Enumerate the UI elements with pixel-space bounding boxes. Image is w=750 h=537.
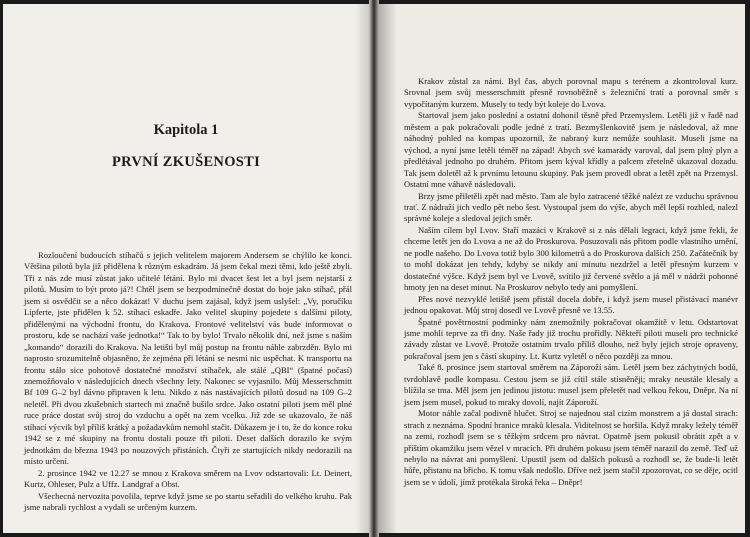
paragraph: Rozloučení budoucích stíhačů s jejich velitelem majorem Andersem se chýlilo ke konci. Většina pilotů byla již přidělena k různým eskadrám. Já jsem čekal mezi těmi, kdo ještě zbyli. Tři z nás zde musí zůstat jako učitelé létání. Bylo mi dvacet šest let a byl jsem nejstarší z pilotů. Musím to být proto já?! Chtěl jsem se bezpodmínečně dostat do boje jako stíhač, přál jsem si osvědčit se a něco dokázat! V duchu jsem zajásal, když jsem uslyšel: „Vy, poručíku Lipferte, jste přidělen k 52. stíhací eskadře. Jako velitel skupiny pojedete s dalšími piloty, přidělenými na východní frontu, do Krakova. Frontové velitelství vás bude informovat o prostoru, kde se nachází vaše jednotka!“ Tak to by bylo! Trvalo několik dní, než jsme s naším „komando“ dorazili do Krakova. Na letišti byl můj postup na frontu náhle zabrzděn. Bylo mi naprosto srozumitelně objasněno, že zejména při létání se nesmí nic uspěchat. K transportu na frontu stálo sice pohotově dostatečné množství stíhaček, ale stálé „QBI“ (špatné počasí) znemožňovalo v následujících dnech všechny lety. Nakonec se vyjasnilo. Můj Messerschmitt Bf 109 G–2 byl dávno připraven k letu. Nikdo z nás nastávajících pilotů dosud na 109 G–2 neletěl. Při dvou zkušebních startech mi značně bušilo srdce. Jako ostatní piloti jsem měl plné ruce práce dostat svůj stroj do vzduchu a opět na zem vcelku. Již zde se ukazovalo, že náš stíhací výcvik byl příliš krátký a požadavkům nemohl stačit. Důkazem je i to, že do konce roku 1942 se z mé skupiny na frontu dostali pouze tři piloti. Deset dalších dorazilo ke svým jednotkám do března 1943 po nouzových přistáních. Čtyři ze startujících nikdy nedorazili na místo určení.: [24, 250, 352, 467]
paragraph: Naším cílem byl Lvov. Staří mazáci v Krakově si z nás dělali legraci, když jsme řekli, že chceme letět jen do Lvova a ne až do Proskurova. Posuzovali nás přitom podle vlastního umění, ne podle našeho. Do Lvova totiž bylo 300 kilometrů a do Proskurova dalších 250. Začátečník by to mohl dokázat jen tehdy, kdyby se nikdy ani minutu nezdržel a letěl přesným kurzem v dostatečné výšce. Když jsem byl ve Lvově, svítilo již červené světlo a já měl v nádrži pohonné hmoty jen na deset minut. Na Proskurov nebylo tedy ani pomyšlení.: [404, 224, 738, 293]
left-page: [3, 4, 369, 533]
chapter-title: PRVNÍ ZKUŠENOSTI: [111, 154, 261, 170]
paragraph: Motor náhle začal podivně hlučet. Stroj se najednou stal cizím monstrem a já dostal strach: strach z neznáma. Spodní hranice mraků klesala. Viditelnost se horšila. Když mraky ležely téměř na zemi, rozhodl jsem se s těžkým srdcem pro návrat. Opatrně jsem pokusil obrátit zpět a v příštím okamžiku jsem vězel v mracích. Při druhém pokusu jsem téměř narazil do země. Teď už nebylo na návrat ani pomyšlení. Upustil jsem od dalších pokusů a rozhodl se, že bude-li letět hůře, přistanu na břicho. K tomu však nedošlo. Dříve než jsem stačil zpozorovat, co se děje, ocitl jsem se v údolí, jímž protékala široká řeka – Dněpr!: [404, 408, 738, 487]
paragraph: Také 8. prosince jsem startoval směrem na Záporoží sám. Letěl jsem bez záchytných bodů, tvrdohlavě podle kompasu. Cestou jsem se již cítil stále stísněněji; mraky neustále klesaly a blížila se tma. Měl jsem jen jedinou jistotu: musel jsem přeletět nad velkou řekou, Dněpr. Na ní jsem jsem musel, pokud to mraky dovolí, najít Záporoží.: [404, 362, 738, 407]
right-page-text: [404, 76, 738, 488]
paragraph: 2. prosince 1942 ve 12.27 se mnou z Krakova směrem na Lvov odstartovali: Lt. Deinert, Kurtz, Ohleser, Pulz a Uffz. Landgraf a Obst.: [24, 467, 352, 490]
paragraph: Špatné povětrnostní podmínky nám znemožnily pokračovat okamžitě v letu. Odstartovat jsme mohli teprve za tři dny. Naše řady již trochu prořídly. Někteří piloti museli pro technické závady zůstat ve Lvově. Protože ostatním trvalo příliš dlouho, než byly jejich stroje opraveny, pokračoval jsem jen s částí skupiny. Lt. Kurtz vyletěl o něco později za mnou.: [404, 316, 738, 361]
chapter-label: Kapitola 1: [153, 122, 219, 138]
left-page-text: [24, 250, 352, 513]
right-page: [379, 4, 745, 533]
paragraph: Brzy jsme přiletěli zpět nad město. Tam ale bylo zatracené těžké nalézt ze vzduchu správnou trať. Z nádraží jich vedlo pět nebo šest. Vystoupal jsem do výše, abych měl lepší rozhled, nalezl správné koleje a sledoval jejich směr.: [404, 190, 738, 224]
book-gutter: [369, 0, 379, 537]
paragraph: Krakov zůstal za námi. Byl čas, abych porovnal mapu s terénem a zkontroloval kurz. Srovnal jsem svůj messerschmitt přesně rovnoběžně s železniční tratí a porovnal směr s vypočítaným kurzem. Musely to tedy být koleje do Lvova.: [404, 76, 738, 109]
paragraph: Startoval jsem jako poslední a ostatní dohonil těsně před Przemyslem. Letěli již v řadě nad městem a pak pokračovali podle jedné z tratí. Bezmyšlenkovitě jsem je následoval, až mne náhodný pohled na kompas upozornil, že nabraný kurz nemůže souhlasit. Museli jsme na východ, a nyní jsme letěli téměř na západ! Abych své kamarády varoval, dal jsem plný plyn a předlétával jednoho po druhém. Přitom jsem kýval křídly a palcem zřetelně ukazoval dozadu. Tak jsem doletěl až k prvnímu letounu skupiny. Pak jsem provedl obrat a letěl zpět na Przemysl. Ostatní mne váhavě následovali.: [404, 110, 738, 190]
paragraph: Přes nové nezvyklé letiště jsem přistál docela dobře, i když jsem musel přistávací manévr jednou opakovat. Můj stroj dosedl ve Lvově přesně ve 13.55.: [404, 293, 738, 316]
paragraph: Všechecná nervozita povolila, teprve když jsme se po startu seřadili do velkého kruhu. Pak jsme nabrali rychlost a vydali se určeným kurzem.: [24, 490, 352, 512]
